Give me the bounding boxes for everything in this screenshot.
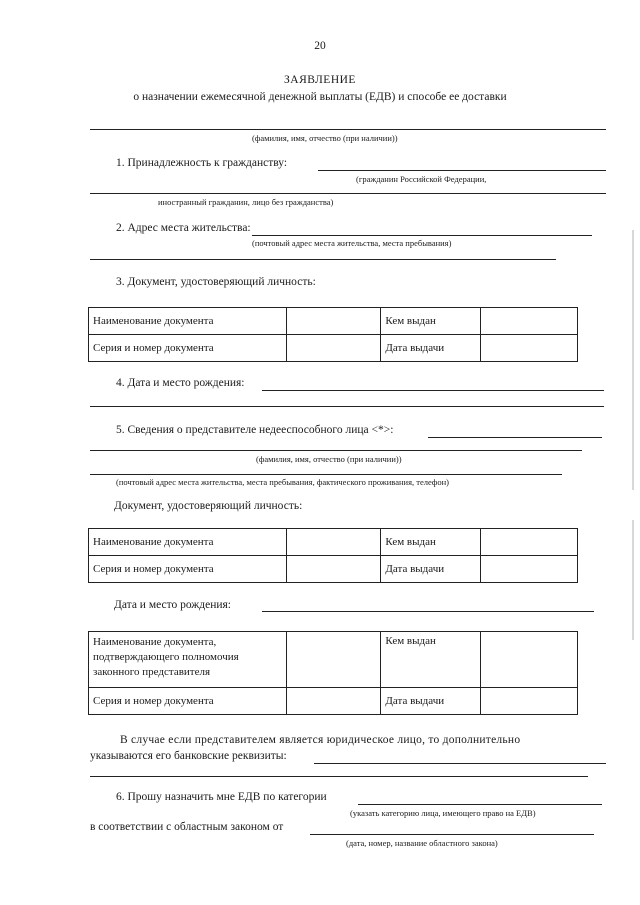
citizenship-line[interactable] bbox=[318, 170, 606, 171]
law-line[interactable] bbox=[310, 834, 594, 835]
rep-doc-label: Документ, удостоверяющий личность: bbox=[114, 500, 303, 512]
rep-identity-doc-table bbox=[88, 528, 578, 583]
rep-issued-by-field[interactable] bbox=[481, 529, 578, 556]
doc-name-label: Наименование документа bbox=[89, 308, 287, 335]
category-hint: (указать категорию лица, имеющего право на ЕДВ) bbox=[350, 808, 536, 818]
authority-doc-label-2: подтверждающего полномочия bbox=[93, 651, 239, 663]
authority-issue-date-label: Дата выдачи bbox=[381, 688, 481, 715]
bank-details-line[interactable] bbox=[314, 763, 606, 764]
law-hint: (дата, номер, название областного закона) bbox=[346, 838, 498, 848]
issued-by-field[interactable] bbox=[481, 308, 578, 335]
citizenship-label: 1. Принадлежность к гражданству: bbox=[116, 157, 288, 169]
document-title: ЗАЯВЛЕНИЕ bbox=[284, 74, 356, 86]
representative-address-hint: (почтовый адрес места жительства, места пребывания, фактического проживания, телефон) bbox=[116, 477, 449, 487]
authority-series-number-label: Серия и номер документа bbox=[89, 688, 287, 715]
citizenship-hint-2: иностранный гражданин, лицо без гражданства) bbox=[158, 197, 334, 207]
document-subtitle: о назначении ежемесячной денежной выплаты (ЕДВ) и способе ее доставки bbox=[133, 91, 507, 103]
fio-hint: (фамилия, имя, отчество (при наличии)) bbox=[252, 133, 398, 143]
authority-doc-label bbox=[89, 632, 287, 688]
authority-issued-by-field[interactable] bbox=[481, 632, 578, 688]
scan-artifact bbox=[632, 230, 634, 490]
rep-series-number-field[interactable] bbox=[286, 556, 381, 583]
series-number-label: Серия и номер документа bbox=[89, 335, 287, 362]
fio-line[interactable] bbox=[90, 129, 606, 130]
identity-doc-label: 3. Документ, удостоверяющий личность: bbox=[116, 276, 316, 288]
page-number: 20 bbox=[314, 40, 326, 52]
rep-birth-label: Дата и место рождения: bbox=[114, 599, 232, 611]
issue-date-label: Дата выдачи bbox=[381, 335, 481, 362]
representative-line[interactable] bbox=[428, 437, 602, 438]
authority-series-number-field[interactable] bbox=[286, 688, 381, 715]
legal-entity-text-2: указываются его банковские реквизиты: bbox=[90, 750, 287, 762]
series-number-field[interactable] bbox=[286, 335, 381, 362]
rep-series-number-label: Серия и номер документа bbox=[89, 556, 287, 583]
legal-entity-text-1: В случае если представителем является юридическое лицо, то дополнительно bbox=[120, 734, 521, 746]
authority-doc-table bbox=[88, 631, 578, 715]
bank-details-line-2[interactable] bbox=[90, 776, 588, 777]
birth-line[interactable] bbox=[262, 390, 604, 391]
representative-label: 5. Сведения о представителе недееспособного лица <*>: bbox=[116, 424, 394, 436]
rep-birth-line[interactable] bbox=[262, 611, 594, 612]
address-label: 2. Адрес места жительства: bbox=[116, 222, 251, 234]
rep-doc-name-label: Наименование документа bbox=[89, 529, 287, 556]
issued-by-label: Кем выдан bbox=[381, 308, 481, 335]
rep-issued-by-label: Кем выдан bbox=[381, 529, 481, 556]
authority-doc-label-1: Наименование документа, bbox=[93, 636, 217, 648]
authority-doc-label-3: законного представителя bbox=[93, 666, 211, 678]
representative-fio-hint: (фамилия, имя, отчество (при наличии)) bbox=[256, 454, 402, 464]
citizenship-line-2[interactable] bbox=[90, 193, 606, 194]
rep-doc-name-field[interactable] bbox=[286, 529, 381, 556]
category-label: 6. Прошу назначить мне ЕДВ по категории bbox=[116, 791, 327, 803]
birth-line-2[interactable] bbox=[90, 406, 604, 407]
scan-artifact bbox=[632, 520, 634, 640]
law-label: в соответствии с областным законом от bbox=[90, 821, 284, 833]
identity-doc-table bbox=[88, 307, 578, 362]
rep-issue-date-field[interactable] bbox=[481, 556, 578, 583]
birth-label: 4. Дата и место рождения: bbox=[116, 377, 245, 389]
issue-date-field[interactable] bbox=[481, 335, 578, 362]
authority-issued-by-label: Кем выдан bbox=[381, 632, 481, 688]
authority-issue-date-field[interactable] bbox=[481, 688, 578, 715]
citizenship-hint-1: (гражданин Российской Федерации, bbox=[356, 174, 487, 184]
address-line[interactable] bbox=[252, 235, 592, 236]
doc-name-field[interactable] bbox=[286, 308, 381, 335]
rep-issue-date-label: Дата выдачи bbox=[381, 556, 481, 583]
representative-fio-line[interactable] bbox=[90, 450, 582, 451]
address-hint: (почтовый адрес места жительства, места пребывания) bbox=[252, 238, 452, 248]
representative-address-line[interactable] bbox=[90, 474, 562, 475]
authority-doc-field[interactable] bbox=[286, 632, 381, 688]
category-line[interactable] bbox=[358, 804, 602, 805]
address-line-2[interactable] bbox=[90, 259, 556, 260]
